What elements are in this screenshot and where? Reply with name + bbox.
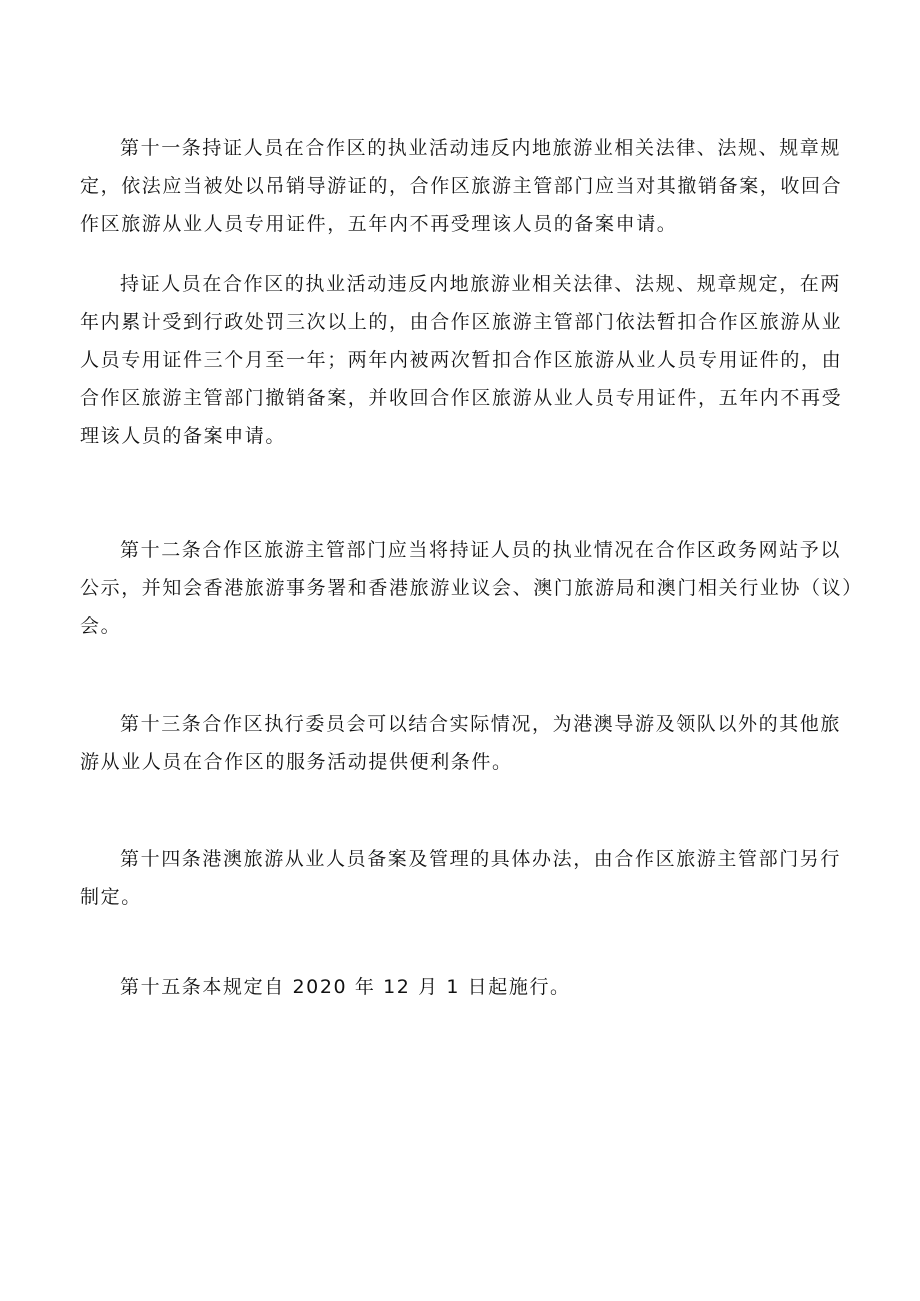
text-line: 第十四条港澳旅游从业人员备案及管理的具体办法，由合作区旅游主管部门另行	[120, 848, 842, 870]
text-line: 游从业人员在合作区的服务活动提供便利条件。	[80, 751, 513, 773]
article-12-paragraph	[80, 531, 863, 645]
text-line: 第十三条合作区执行委员会可以结合实际情况，为港澳导游及领队以外的其他旅	[120, 713, 842, 735]
text-line: 人员专用证件三个月至一年；两年内被两次暂扣合作区旅游从业人员专用证件的，由	[80, 349, 843, 371]
text-line: 持证人员在合作区的执业活动违反内地旅游业相关法律、法规、规章规定，在两	[120, 273, 842, 295]
article-11-paragraph-2	[80, 265, 843, 455]
text-line: 合作区旅游主管部门撤销备案，并收回合作区旅游从业人员专用证件，五年内不再受	[80, 387, 843, 409]
article-11-paragraph-1	[80, 129, 843, 243]
text-line: 年内累计受到行政处罚三次以上的，由合作区旅游主管部门依法暂扣合作区旅游从业	[80, 311, 843, 333]
text-line: 理该人员的备案申请。	[80, 425, 287, 447]
text-line: 定，依法应当被处以吊销导游证的，合作区旅游主管部门应当对其撤销备案，收回合	[80, 175, 843, 197]
text-line: 制定。	[80, 886, 142, 908]
text-line: 公示，并知会香港旅游事务署和香港旅游业议会、澳门旅游局和澳门相关行业协（议）	[80, 577, 863, 599]
text-line: 会。	[80, 615, 122, 637]
article-14-paragraph	[80, 840, 840, 916]
article-13-paragraph	[80, 705, 840, 781]
text-line: 第十一条持证人员在合作区的执业活动违反内地旅游业相关法律、法规、规章规	[120, 137, 842, 159]
text-line: 第十二条合作区旅游主管部门应当将持证人员的执业情况在合作区政务网站予以	[120, 539, 842, 561]
text-line: 作区旅游从业人员专用证件，五年内不再受理该人员的备案申请。	[80, 213, 678, 235]
article-15-paragraph	[80, 968, 840, 1006]
text-line: 第十五条本规定自 2020 年 12 月 1 日起施行。	[120, 976, 571, 998]
